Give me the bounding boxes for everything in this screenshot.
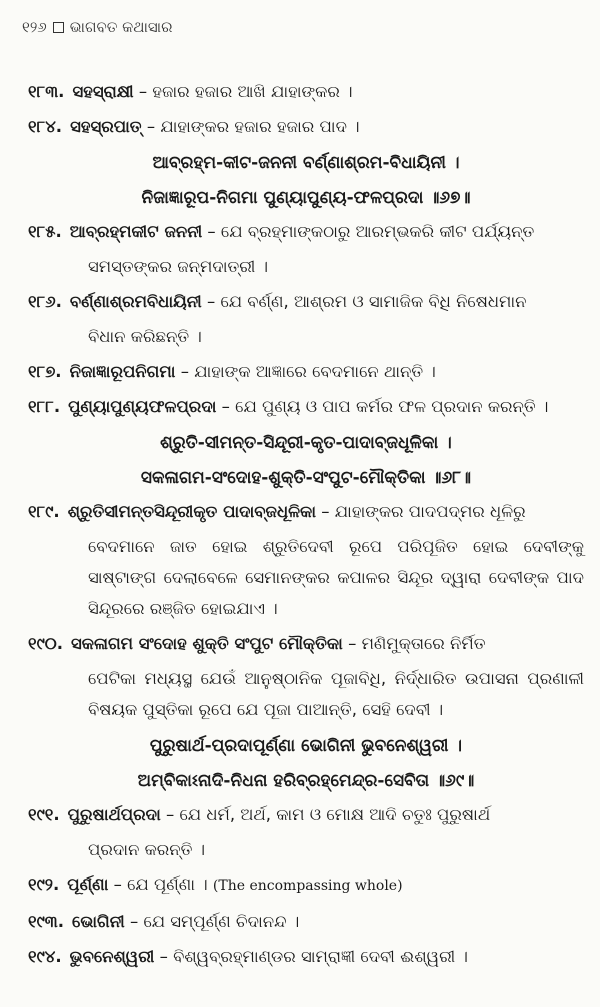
- entry: ୧୯୦. ସକଳାଗମ ସଂଦୋହ ଶୁକ୍ତି ସଂପୁଟ ମୌକ୍ତିକା – ମଣିମୁକ୍ତାରେ ନିର୍ମିତ: [28, 634, 486, 653]
- entry: ୧୯୪. ଭୁବନେଶ୍ୱରୀ – ବିଶ୍ୱବ୍ରହ୍ମାଣ୍ଡର ସାମ୍ରାଜ୍ଞୀ ଦେବୀ ଈଶ୍ୱରୀ ।: [28, 947, 468, 966]
- entry-continuation: ପ୍ରଦାନ କରନ୍ତି ।: [88, 840, 206, 859]
- entry-continuation: ସମସ୍ତଙ୍କର ଜନ୍ମଦାତ୍ରୀ ।: [88, 257, 268, 276]
- verse-line: ଅମ୍ବିକାଽନାଦି-ନିଧନା ହରିବ୍ରହ୍ମେନ୍ଦ୍ର-ସେବିତା ॥୬୯॥: [137, 771, 475, 791]
- page-header: [22, 18, 172, 36]
- verse-line: ସକଳାଗମ-ସଂଦୋହ-ଶୁକ୍ତି-ସଂପୁଟ-ମୌକ୍ତିକା ॥୬୮॥: [140, 468, 472, 488]
- entry: ୧୮୪. ସହସ୍ରପାତ୍ – ଯାହାଙ୍କର ହଜାର ହଜାର ପାଦ ।: [28, 117, 360, 136]
- book-title: ଭାଗବତ କଥାସାର: [69, 18, 173, 36]
- verse-line: ଆବ୍ରହ୍ମ-କୀଟ-ଜନନୀ ବର୍ଣ୍ଣାଶ୍ରମ-ବିଧାୟିନୀ ।: [152, 153, 460, 173]
- entry: ୧୮୫. ଆବ୍ରହ୍ମକୀଟ ଜନନୀ – ଯେ ବ୍ରହ୍ମାଙ୍କଠାରୁ ଆରମ୍ଭକରି କୀଟ ପର୍ଯ୍ୟନ୍ତ: [28, 222, 535, 241]
- entry: ୧୮୯. ଶ୍ରୁତିସୀମନ୍ତସିନ୍ଦୂରୀକୃତ ପାଦାବ୍ଜଧୂଳିକା – ଯାହାଙ୍କର ପାଦପଦ୍ମର ଧୂଳିରୁ: [28, 502, 526, 521]
- entry: ୧୮୮. ପୁଣ୍ୟାପୁଣ୍ୟଫଳପ୍ରଦା – ଯେ ପୁଣ୍ୟ ଓ ପାପ କର୍ମର ଫଳ ପ୍ରଦାନ କରନ୍ତି ।: [28, 397, 549, 416]
- entry: ୧୮୭. ନିଜାଜ୍ଞାରୂପନିଗମା – ଯାହାଙ୍କ ଆଜ୍ଞାରେ ବେଦମାନେ ଥାନ୍ତି ।: [28, 362, 436, 381]
- verse-line: ଶ୍ରୁତି-ସୀମନ୍ତ-ସିନ୍ଦୂରୀ-କୃତ-ପାଦାବ୍ଜଧୂଳିକା ।: [160, 433, 452, 453]
- verse-line: ପୁରୁଷାର୍ଥ-ପ୍ରଦାପୂର୍ଣ୍ଣା ଭୋଗିନୀ ଭୁବନେଶ୍ୱରୀ ।: [149, 736, 463, 756]
- entry: ୧୯୩. ଭୋଗିନୀ – ଯେ ସମ୍ପୂର୍ଣ୍ଣ ଚିଦାନନ୍ଦ ।: [28, 912, 300, 931]
- entry-continuation: ପେଟିକା ମଧ୍ୟସ୍ଥ ଯେଉଁ ଆନୁଷ୍ଠାନିକ ପୂଜାବିଧି, ନିର୍ଦ୍ଧାରିତ ଉପାସନା ପ୍ରଣାଳୀ ବିଷୟକ ପୁସ୍ତିକା ରୂପେ ଯେ ପୂଜା ପାଆନ୍ତି, ସେହି ଦେବୀ ।: [88, 669, 584, 719]
- entry: ୧୮୬. ବର୍ଣ୍ଣାଶ୍ରମବିଧାୟିନୀ – ଯେ ବର୍ଣ୍ଣ, ଆଶ୍ରମ ଓ ସାମାଜିକ ବିଧି ନିଷେଧମାନ: [28, 292, 527, 311]
- english-note: (The encompassing whole): [212, 878, 403, 894]
- entry: ୧୯୨. ପୂର୍ଣ୍ଣା – ଯେ ପୂର୍ଣ୍ଣା । (The encompassing whole): [28, 875, 403, 894]
- page-content: [28, 76, 584, 976]
- entry-continuation: ବିଧାନ କରିଛନ୍ତି ।: [88, 327, 202, 346]
- entry: ୧୯୧. ପୁରୁଷାର୍ଥପ୍ରଦା – ଯେ ଧର୍ମ, ଅର୍ଥ, କାମ ଓ ମୋକ୍ଷ ଆଦି ଚତୁଃ ପୁରୁଷାର୍ଥ: [28, 805, 491, 824]
- entry: ୧୮୩. ସହସ୍ରାକ୍ଷୀ – ହଜାର ହଜାର ଆଖି ଯାହାଙ୍କର ।: [28, 82, 353, 101]
- verse-line: ନିଜାଜ୍ଞାରୂପ-ନିଗମା ପୁଣ୍ୟାପୁଣ୍ୟ-ଫଳପ୍ରଦା ॥୬୭॥: [141, 188, 471, 208]
- page-number: ୧୨୬: [22, 18, 47, 36]
- entry-continuation: ବେଦମାନେ ଜାତ ହୋଇ ଶ୍ରୁତିଦେବୀ ରୂପେ ପରିପୂଜିତ ହୋଇ ଦେବୀଙ୍କୁ ସାଷ୍ଟାଙ୍ଗ ଦେଲାବେଳେ ସେମାନଙ୍କର କପାଳର ସିନ୍ଦୂର ଦ୍ୱାରା ଦେବୀଙ୍କ ପାଦ ସିନ୍ଦୂରରେ ରଞ୍ଜିତ ହୋଇଯାଏ ।: [88, 537, 584, 618]
- square-icon: [53, 22, 64, 33]
